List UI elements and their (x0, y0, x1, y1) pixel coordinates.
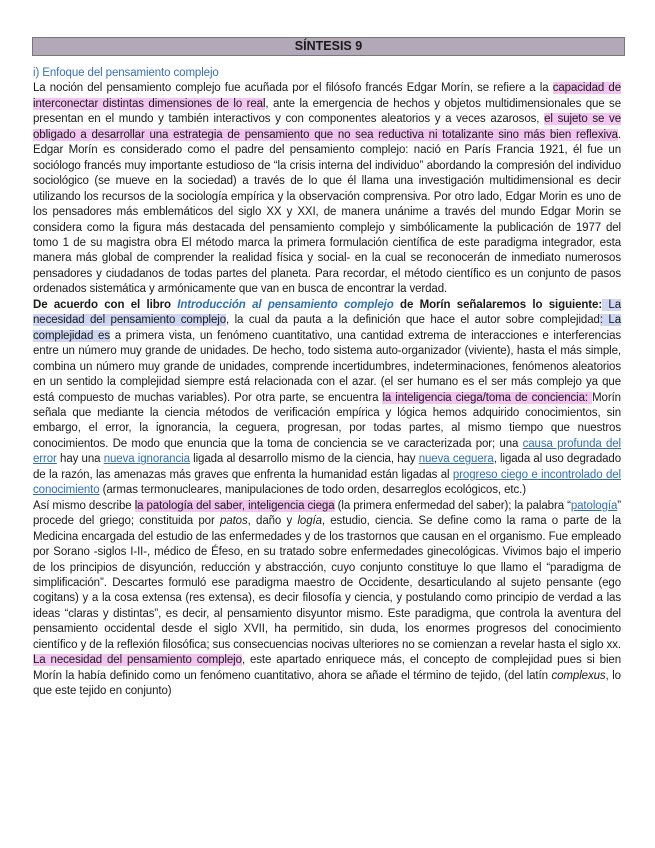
p1-highlight-2: el sujeto se ve obligado a desarrollar una estrategia de pensamiento que no sea reductiva ni totalizante sino más bien reflexiva (33, 113, 621, 141)
p2-text-f: , ligada al uso degradado de la razón, las amenazas más graves que enfrenta la humanidad están ligadas al (33, 453, 622, 481)
link-causa-profunda[interactable]: causa profunda del error (33, 437, 621, 466)
p2-text-a: , la cual da pauta a la definición que hace el autor sobre complejidad (226, 314, 600, 327)
p2-text-b: a primera vista, un fenómeno cuantitativo, una cantidad extrema de interacciones e interferencias entre un número muy grande de unidades. De hecho, todo sistema auto-organizador (viviente), hasta el más simple, combina un número muy grande de unidades, comprende incertidumbres, indeterminaciones, fenómenos aleatorios en un sentido la complejidad siempre está relacionada con el azar. (el ser humano es el ser más complejo ya que está compuesto de muchas variables). Por otra parte, se encuentra (33, 329, 622, 404)
p3-text-b: (la primera enfermedad del saber); la palabra “ (334, 499, 571, 512)
book-title: Introducción al pensamiento complejo (177, 298, 394, 311)
p3-text-g: , lo que este tejido en conjunto) (33, 669, 621, 698)
paragraph-1 (33, 81, 621, 297)
p3-highlight-1: la patología del saber, inteligencia ciega (134, 499, 335, 512)
link-nueva-ceguera[interactable]: nueva ceguera (418, 453, 494, 466)
p3-text-c: ” procede del griego; constituida por (33, 499, 621, 528)
p2-text-d: hay una (56, 453, 104, 466)
p2-text-e: ligada al desarrollo mismo de la ciencia, hay (189, 453, 419, 466)
p3-text-f: , este apartado enriquece más, el concepto de complejidad pues si bien Morín la había definido como un fenómeno cuantitativo, ahora se añade el término de tejido, (del latín (33, 654, 621, 682)
p3-text-e: , estudio, ciencia. Se define como la rama o parte de la Medicina encargada del estudio de las enfermedades y de los trastornos que causan en el organismo. Fue empleado por Sorano -siglos I-II-, médico de Éfeso, en su tratado sobre enfermedades ginecológicas. Vivimos bajo el imperio de los principios de disyunción, reducción y abstracción, cuyo conjunto constituye lo que llamo el “paradigma de simplificación”. Descartes formuló ese paradigma maestro de Occidente, desarticulando al sujeto pensante (ego cogitans) y a la cosa extensa (res extensa), es decir filosofía y ciencia, y postulando como principio de verdad a las ideas “claras y distintas”, es decir, al pensamiento disyuntor mismo. Este paradigma, que controla la aventura del pensamiento occidental desde el siglo XVII, ha permitido, sin duda, los enormes progresos del conocimiento científico y de la reflexión filosófica; sus consecuencias nocivas ulteriores no se comienzan a revelar hasta el siglo xx. (33, 515, 621, 651)
p2-highlight-3: la inteligencia ciega/toma de conciencia: (382, 391, 593, 404)
p3-highlight-2: La necesidad del pensamiento complejo (33, 654, 242, 667)
p1-text-c: . Edgar Morín es considerado como el padre del pensamiento complejo: nació en París Francia 1921, él fue un sociólogo francés muy importante estudioso de “la crisis interna del individuo” abordando la compresión del individuo sociológico (se mueve en la sociedad) a través de lo que él llama una investigación multidimensional es decir utilizando los recursos de la sociología empírica y la observación comprensiva. Por otro lado, Edgar Morin es uno de los pensadores más emblemáticos del siglo XX y XXI, de manera unánime a través del mundo Edgar Morin se considera como la figura más destacada del pensamiento complejo y simbólicamente la publicación de 1977 del tomo 1 de su magistra obra El método marca la primera formulación científica de este paradigma integrador, esta manera más global de comprender la realidad física y social- en la cual se reconocerán de inmediato numerosos pensadores y ciudadanos de todas partes del planeta. Para recordar, el método científico es un conjunto de pasos ordenados sistemática y armónicamente que van en busca de encontrar la verdad. (33, 128, 621, 296)
page-title: SÍNTESIS 9 (32, 37, 625, 56)
link-progreso-ciego[interactable]: progreso ciego e incontrolado del conocimiento (33, 468, 621, 497)
p3-italic-patos: patos (220, 515, 248, 528)
section-heading: i) Enfoque del pensamiento complejo (33, 67, 219, 79)
p2-bold-2: de Morín señalaremos lo siguiente: (393, 298, 603, 311)
p2-highlight-2: : La complejidad es (33, 314, 621, 342)
p3-italic-complexus: complexus (551, 669, 606, 682)
p2-text-c: Morín señala que mediante la ciencia métodos de verificación empírica y lógica hemos adquirido conocimientos, sin embargo, el error, la ignorancia, la ceguera, progresan, por todas partes, al mismo tiempo que nuestros conocimientos. De modo que enuncia que la toma de conciencia se ve caracterizada por; una (33, 391, 621, 450)
p1-text-b: , ante la emergencia de hechos y objetos multidimensionales que se presentan en el mundo y también interactivos y con componentes aleatorios y a veces azarosos, (33, 97, 621, 126)
document-body (33, 66, 621, 700)
p2-bold-1: De acuerdo con el libro (33, 298, 178, 311)
p3-italic-logia: logía (297, 515, 322, 528)
link-patologia[interactable]: patología (570, 499, 618, 512)
p3-text-a: Así mismo describe (33, 499, 135, 512)
p2-highlight-1: La necesidad del pensamiento complejo (33, 298, 622, 327)
paragraph-2 (33, 298, 621, 499)
p2-text-g: (armas termonucleares, manipulaciones de todo orden, desarreglos ecológicos, etc.) (99, 484, 526, 497)
p1-text-a: La noción del pensamiento complejo fue acuñada por el filósofo francés Edgar Morín, se refiere a la (33, 82, 553, 95)
link-nueva-ignorancia[interactable]: nueva ignorancia (103, 453, 190, 466)
p1-highlight-1: capacidad de interconectar distintas dimensiones de lo real (33, 82, 621, 110)
paragraph-3 (33, 499, 621, 700)
p3-text-d: , daño y (247, 515, 298, 528)
